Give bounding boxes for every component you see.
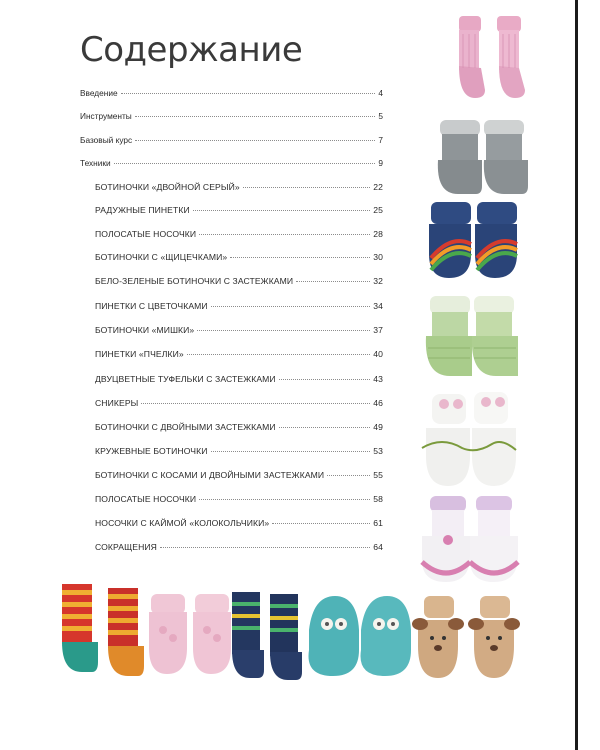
bear-booties-photo xyxy=(412,594,530,684)
toc-entry-page: 55 xyxy=(373,470,383,480)
green-white-booties-photo xyxy=(420,292,524,382)
toc-leader-dots xyxy=(279,379,371,380)
page-title: Содержание xyxy=(80,30,303,70)
toc-entry-page: 43 xyxy=(373,374,383,384)
toc-leader-dots xyxy=(279,427,371,428)
toc-project-entry[interactable] xyxy=(95,205,383,215)
toc-leader-dots xyxy=(160,547,370,548)
toc-entry-page: 9 xyxy=(378,158,383,168)
toc-entry-label: ПОЛОСАТЫЕ НОСОЧКИ xyxy=(95,229,197,239)
toc-entry-page: 58 xyxy=(373,494,383,504)
toc-entry[interactable] xyxy=(80,111,383,121)
toc-entry-label: СОКРАЩЕНИЯ xyxy=(95,542,157,552)
toc-project-entry[interactable] xyxy=(95,252,383,262)
toc-leader-dots xyxy=(197,330,370,331)
toc-project-entry[interactable] xyxy=(95,398,383,408)
toc-project-entry[interactable] xyxy=(95,325,383,335)
pink-socks-photo xyxy=(445,12,535,104)
toc-entry-page: 34 xyxy=(373,301,383,311)
toc-leader-dots xyxy=(272,523,370,524)
toc-project-entry[interactable] xyxy=(95,229,383,239)
toc-leader-dots xyxy=(296,281,370,282)
rainbow-booties-photo xyxy=(425,200,525,282)
gray-booties-photo xyxy=(432,114,532,200)
toc-leader-dots xyxy=(199,499,370,500)
toc-entry-page: 61 xyxy=(373,518,383,528)
toc-project-entry[interactable] xyxy=(95,542,383,552)
toc-leader-dots xyxy=(327,475,370,476)
navy-striped-socks-photo xyxy=(226,588,308,684)
toc-entry-page: 22 xyxy=(373,182,383,192)
toc-leader-dots xyxy=(211,306,371,307)
toc-entry-page: 46 xyxy=(373,398,383,408)
toc-entry-label: ПИНЕТКИ «ПЧЕЛКИ» xyxy=(95,349,184,359)
toc-project-entry[interactable] xyxy=(95,422,383,432)
toc-entry-label: Техники xyxy=(80,158,111,168)
toc-leader-dots xyxy=(121,93,376,94)
toc-leader-dots xyxy=(211,451,371,452)
toc-leader-dots xyxy=(243,187,370,188)
striped-socks-photo xyxy=(52,578,152,682)
toc-leader-dots xyxy=(135,116,376,117)
toc-project-entry[interactable] xyxy=(95,446,383,456)
toc-entry-label: БОТИНОЧКИ С «ЩИЦЕЧКАМИ» xyxy=(95,252,228,262)
toc-entry-page: 25 xyxy=(373,205,383,215)
toc-project-entry[interactable] xyxy=(95,276,383,286)
toc-entry-page: 5 xyxy=(378,111,383,121)
toc-entry-label: ДВУЦВЕТНЫЕ ТУФЕЛЬКИ С ЗАСТЕЖКАМИ xyxy=(95,374,276,384)
toc-entry-label: ПОЛОСАТЫЕ НОСОЧКИ xyxy=(95,494,197,504)
toc-project-entry[interactable] xyxy=(95,374,383,384)
toc-entry-label: КРУЖЕВНЫЕ БОТИНОЧКИ xyxy=(95,446,208,456)
toc-project-entry[interactable] xyxy=(95,518,383,528)
toc-leader-dots xyxy=(187,354,371,355)
teal-eye-booties-photo xyxy=(305,590,415,682)
toc-entry[interactable] xyxy=(80,158,383,168)
toc-entry-label: СНИКЕРЫ xyxy=(95,398,139,408)
toc-entry[interactable] xyxy=(80,88,383,98)
toc-entry-page: 30 xyxy=(373,252,383,262)
toc-entry-page: 7 xyxy=(378,135,383,145)
toc-entry-page: 28 xyxy=(373,229,383,239)
toc-leader-dots xyxy=(141,403,370,404)
toc-project-entry[interactable] xyxy=(95,470,383,480)
toc-entry-page: 4 xyxy=(378,88,383,98)
toc-entry-page: 53 xyxy=(373,446,383,456)
toc-entry-label: Инструменты xyxy=(80,111,132,121)
toc-leader-dots xyxy=(114,163,376,164)
toc-entry-page: 64 xyxy=(373,542,383,552)
toc-entry-label: НОСОЧКИ С КАЙМОЙ «КОЛОКОЛЬЧИКИ» xyxy=(95,518,270,528)
toc-entry-page: 49 xyxy=(373,422,383,432)
white-flower-booties-photo xyxy=(418,390,524,490)
toc-leader-dots xyxy=(230,257,370,258)
toc-entry-label: БОТИНОЧКИ «ДВОЙНОЙ СЕРЫЙ» xyxy=(95,182,240,192)
toc-entry-label: РАДУЖНЫЕ ПИНЕТКИ xyxy=(95,205,190,215)
toc-project-entry[interactable] xyxy=(95,349,383,359)
toc-leader-dots xyxy=(193,210,370,211)
pink-bobble-booties-photo xyxy=(145,590,237,680)
toc-entry-label: БОТИНОЧКИ С КОСАМИ И ДВОЙНЫМИ ЗАСТЕЖКАМИ xyxy=(95,470,325,480)
toc-project-entry[interactable] xyxy=(95,301,383,311)
toc-entry-label: БОТИНОЧКИ С ДВОЙНЫМИ ЗАСТЕЖКАМИ xyxy=(95,422,276,432)
toc-entry-label: БЕЛО-ЗЕЛЕНЫЕ БОТИНОЧКИ С ЗАСТЕЖКАМИ xyxy=(95,276,294,286)
toc-project-entry[interactable] xyxy=(95,494,383,504)
toc-entry[interactable] xyxy=(80,135,383,145)
toc-project-entry[interactable] xyxy=(95,182,383,192)
toc-entry-label: ПИНЕТКИ С ЦВЕТОЧКАМИ xyxy=(95,301,208,311)
toc-entry-label: Базовый курс xyxy=(80,135,133,145)
toc-entry-label: Введение xyxy=(80,88,118,98)
toc-entry-page: 37 xyxy=(373,325,383,335)
toc-entry-page: 40 xyxy=(373,349,383,359)
toc-entry-page: 32 xyxy=(373,276,383,286)
pink-trim-booties-photo xyxy=(418,492,524,588)
toc-leader-dots xyxy=(199,234,370,235)
toc-leader-dots xyxy=(135,140,375,141)
toc-entry-label: БОТИНОЧКИ «МИШКИ» xyxy=(95,325,195,335)
